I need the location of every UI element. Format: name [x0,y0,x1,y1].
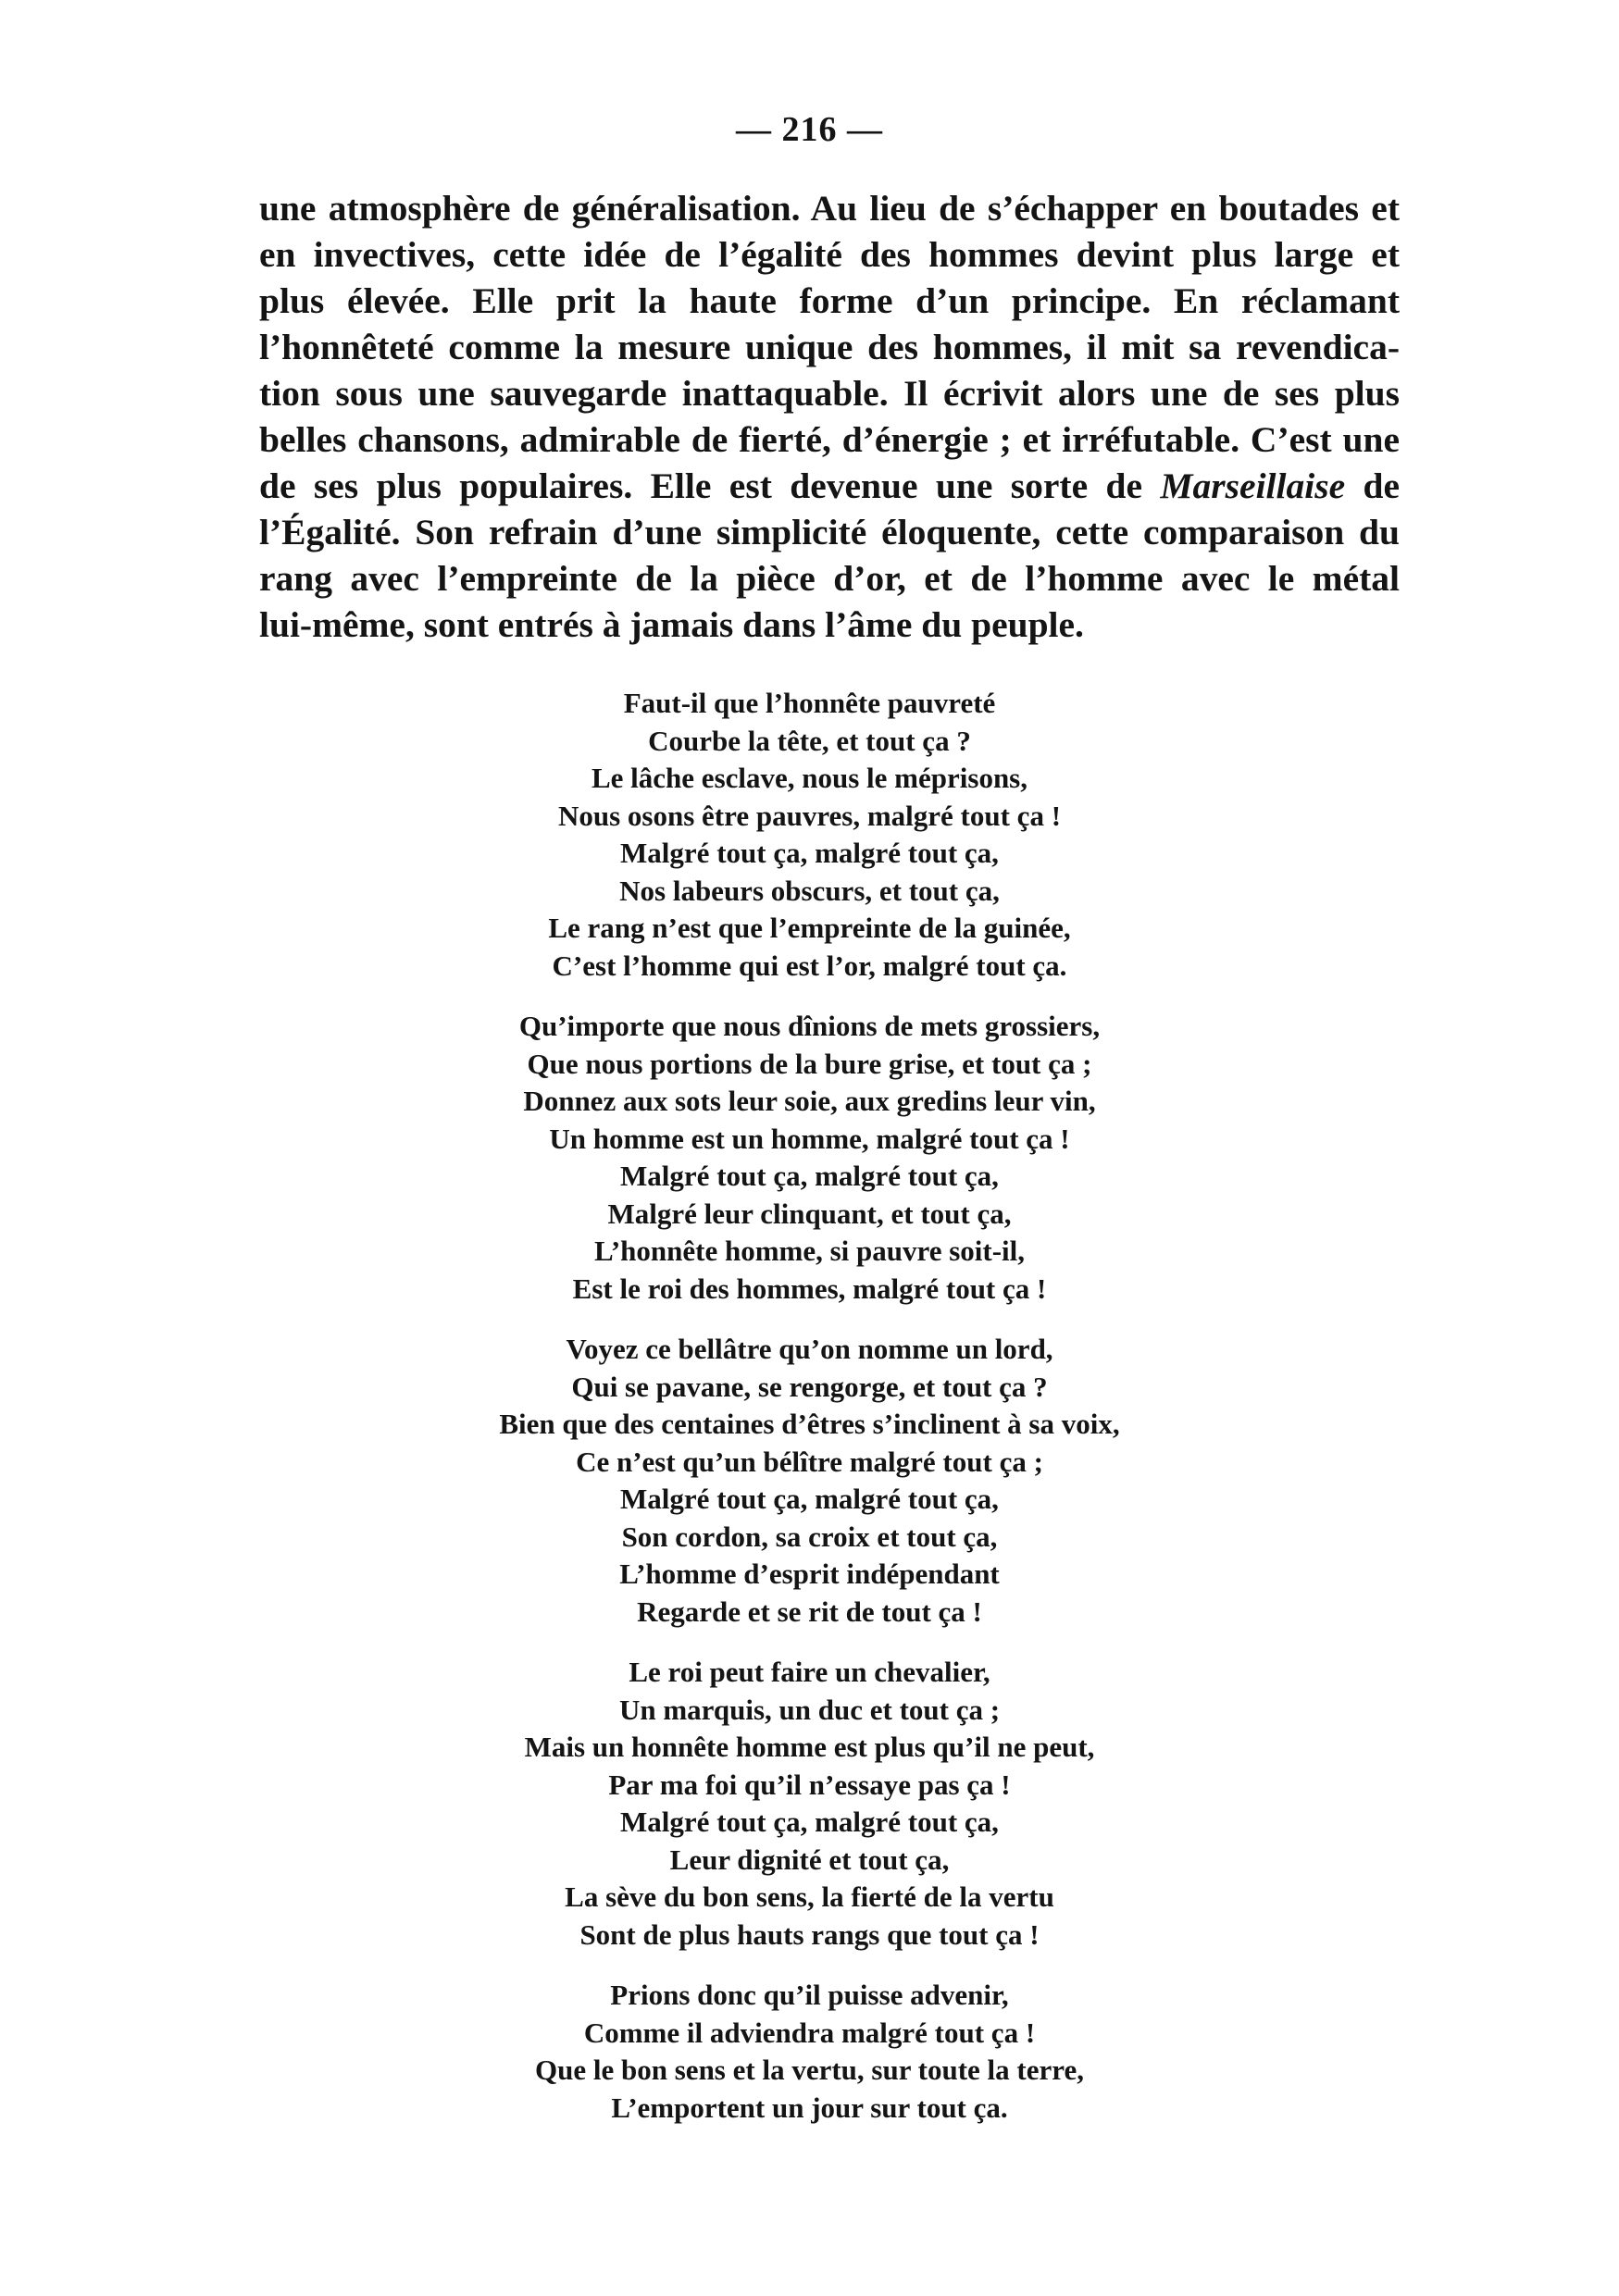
verse-line: Qui se pavane, se rengorge, et tout ça ? [571,1370,1048,1403]
verse-line: Malgré leur clinquant, et tout ça, [607,1197,1012,1230]
verse-line: Faut-il que l’honnête pauvreté [623,687,996,719]
italic-trailing-text: de [1345,465,1401,506]
verse-line: Ce n’est qu’un bélître malgré tout ça ; [576,1445,1043,1478]
stanza [0,1008,1619,1308]
verse-line: L’homme d’esprit indépendant [619,1558,1000,1590]
verse-line: Est le roi des hommes, malgré tout ça ! [572,1272,1047,1305]
verse-line: L’emportent un jour sur tout ça. [611,2091,1008,2124]
verse-line: Son cordon, sa croix et tout ça, [621,1520,998,1553]
verse-line: Que nous portions de la bure grise, et tout ça ; [527,1047,1092,1080]
prose-line: l’honnêteté comme la mesure unique des hommes, il mit sa revendica- [259,327,1400,367]
verse-line: Malgré tout ça, malgré tout ça, [620,1806,999,1838]
prose-line: tion sous une sauvegarde inattaquable. Il écrivit alors une de ses plus [259,373,1400,414]
verse-line: Bien que des centaines d’êtres s’inclinent à sa voix, [499,1408,1120,1440]
verse-line: Un marquis, un duc et tout ça ; [618,1693,1001,1726]
verse-line: Un homme est un homme, malgré tout ça ! [549,1122,1070,1155]
prose-line: plus élevée. Elle prit la haute forme d’un principe. En réclamant [259,280,1400,321]
prose-line: rang avec l’empreinte de la pièce d’or, et de l’homme avec le métal [259,558,1400,599]
page-number: — 216 — [736,110,883,149]
verse-line: Malgré tout ça, malgré tout ça, [620,1483,999,1515]
verse-line: Le roi peut faire un chevalier, [629,1656,990,1688]
verse-line: Prions donc qu’il puisse advenir, [610,1979,1009,2011]
prose-paragraph [259,185,1400,648]
verse-line: Courbe la tête, et tout ça ? [648,724,971,757]
verse-line: Nos labeurs obscurs, et tout ça, [619,874,1000,907]
prose-line: belles chansons, admirable de fierté, d’énergie ; et irréfutable. C’est une [259,419,1400,460]
verse-line: L’honnête homme, si pauvre soit-il, [593,1235,1026,1267]
verse-line: Regarde et se rit de tout ça ! [637,1595,982,1628]
italic-word: Marseillaise [1160,465,1346,506]
stanza [0,1977,1619,2127]
verse-line: Mais un honnête homme est plus qu’il ne peut, [524,1731,1095,1763]
verse-line: Qu’importe que nous dînions de mets grossiers, [518,1010,1101,1042]
verse-line: Donnez aux sots leur soie, aux gredins leur vin, [523,1085,1096,1117]
poem [0,685,1619,2150]
verse-line: Sont de plus hauts rangs que tout ça ! [579,1917,1040,1951]
stanza [0,1331,1619,1631]
verse-line: Par ma foi qu’il n’essaye pas ça ! [608,1768,1011,1801]
prose-line: une atmosphère de généralisation. Au lieu de s’échapper en boutades et [259,188,1400,229]
verse-line: C’est l’homme qui est l’or, malgré tout ça. [552,949,1067,982]
prose-line: lui-même, sont entrés à jamais dans l’âme du peuple. [259,604,1084,645]
verse-line: Le rang n’est que l’empreinte de la guinée, [548,912,1071,944]
verse-line: Voyez ce bellâtre qu’on nomme un lord, [566,1333,1053,1365]
prose-line: l’Égalité. Son refrain d’une simplicité éloquente, cette comparaison du [259,512,1400,552]
verse-line: Que le bon sens et la vertu, sur toute la terre, [535,2054,1084,2086]
stanza [0,1654,1619,1954]
verse-line: Comme il adviendra malgré tout ça ! [583,2016,1036,2049]
verse-line: Nous osons être pauvres, malgré tout ça ! [557,799,1062,832]
verse-line: Le lâche esclave, nous le méprisons, [592,762,1027,794]
verse-line: Malgré tout ça, malgré tout ça, [620,1160,999,1192]
verse-line: Malgré tout ça, malgré tout ça, [620,837,999,869]
verse-line: Leur dignité et tout ça, [669,1843,950,1876]
prose-line-lead: de ses plus populaires. Elle est devenue une sorte de [259,465,1143,506]
verse-line: La sève du bon sens, la fierté de la vertu [565,1880,1054,1913]
prose-line-with-italic [259,463,1400,509]
prose-line: en invectives, cette idée de l’égalité des hommes devint plus large et [259,234,1400,275]
stanza [0,685,1619,985]
